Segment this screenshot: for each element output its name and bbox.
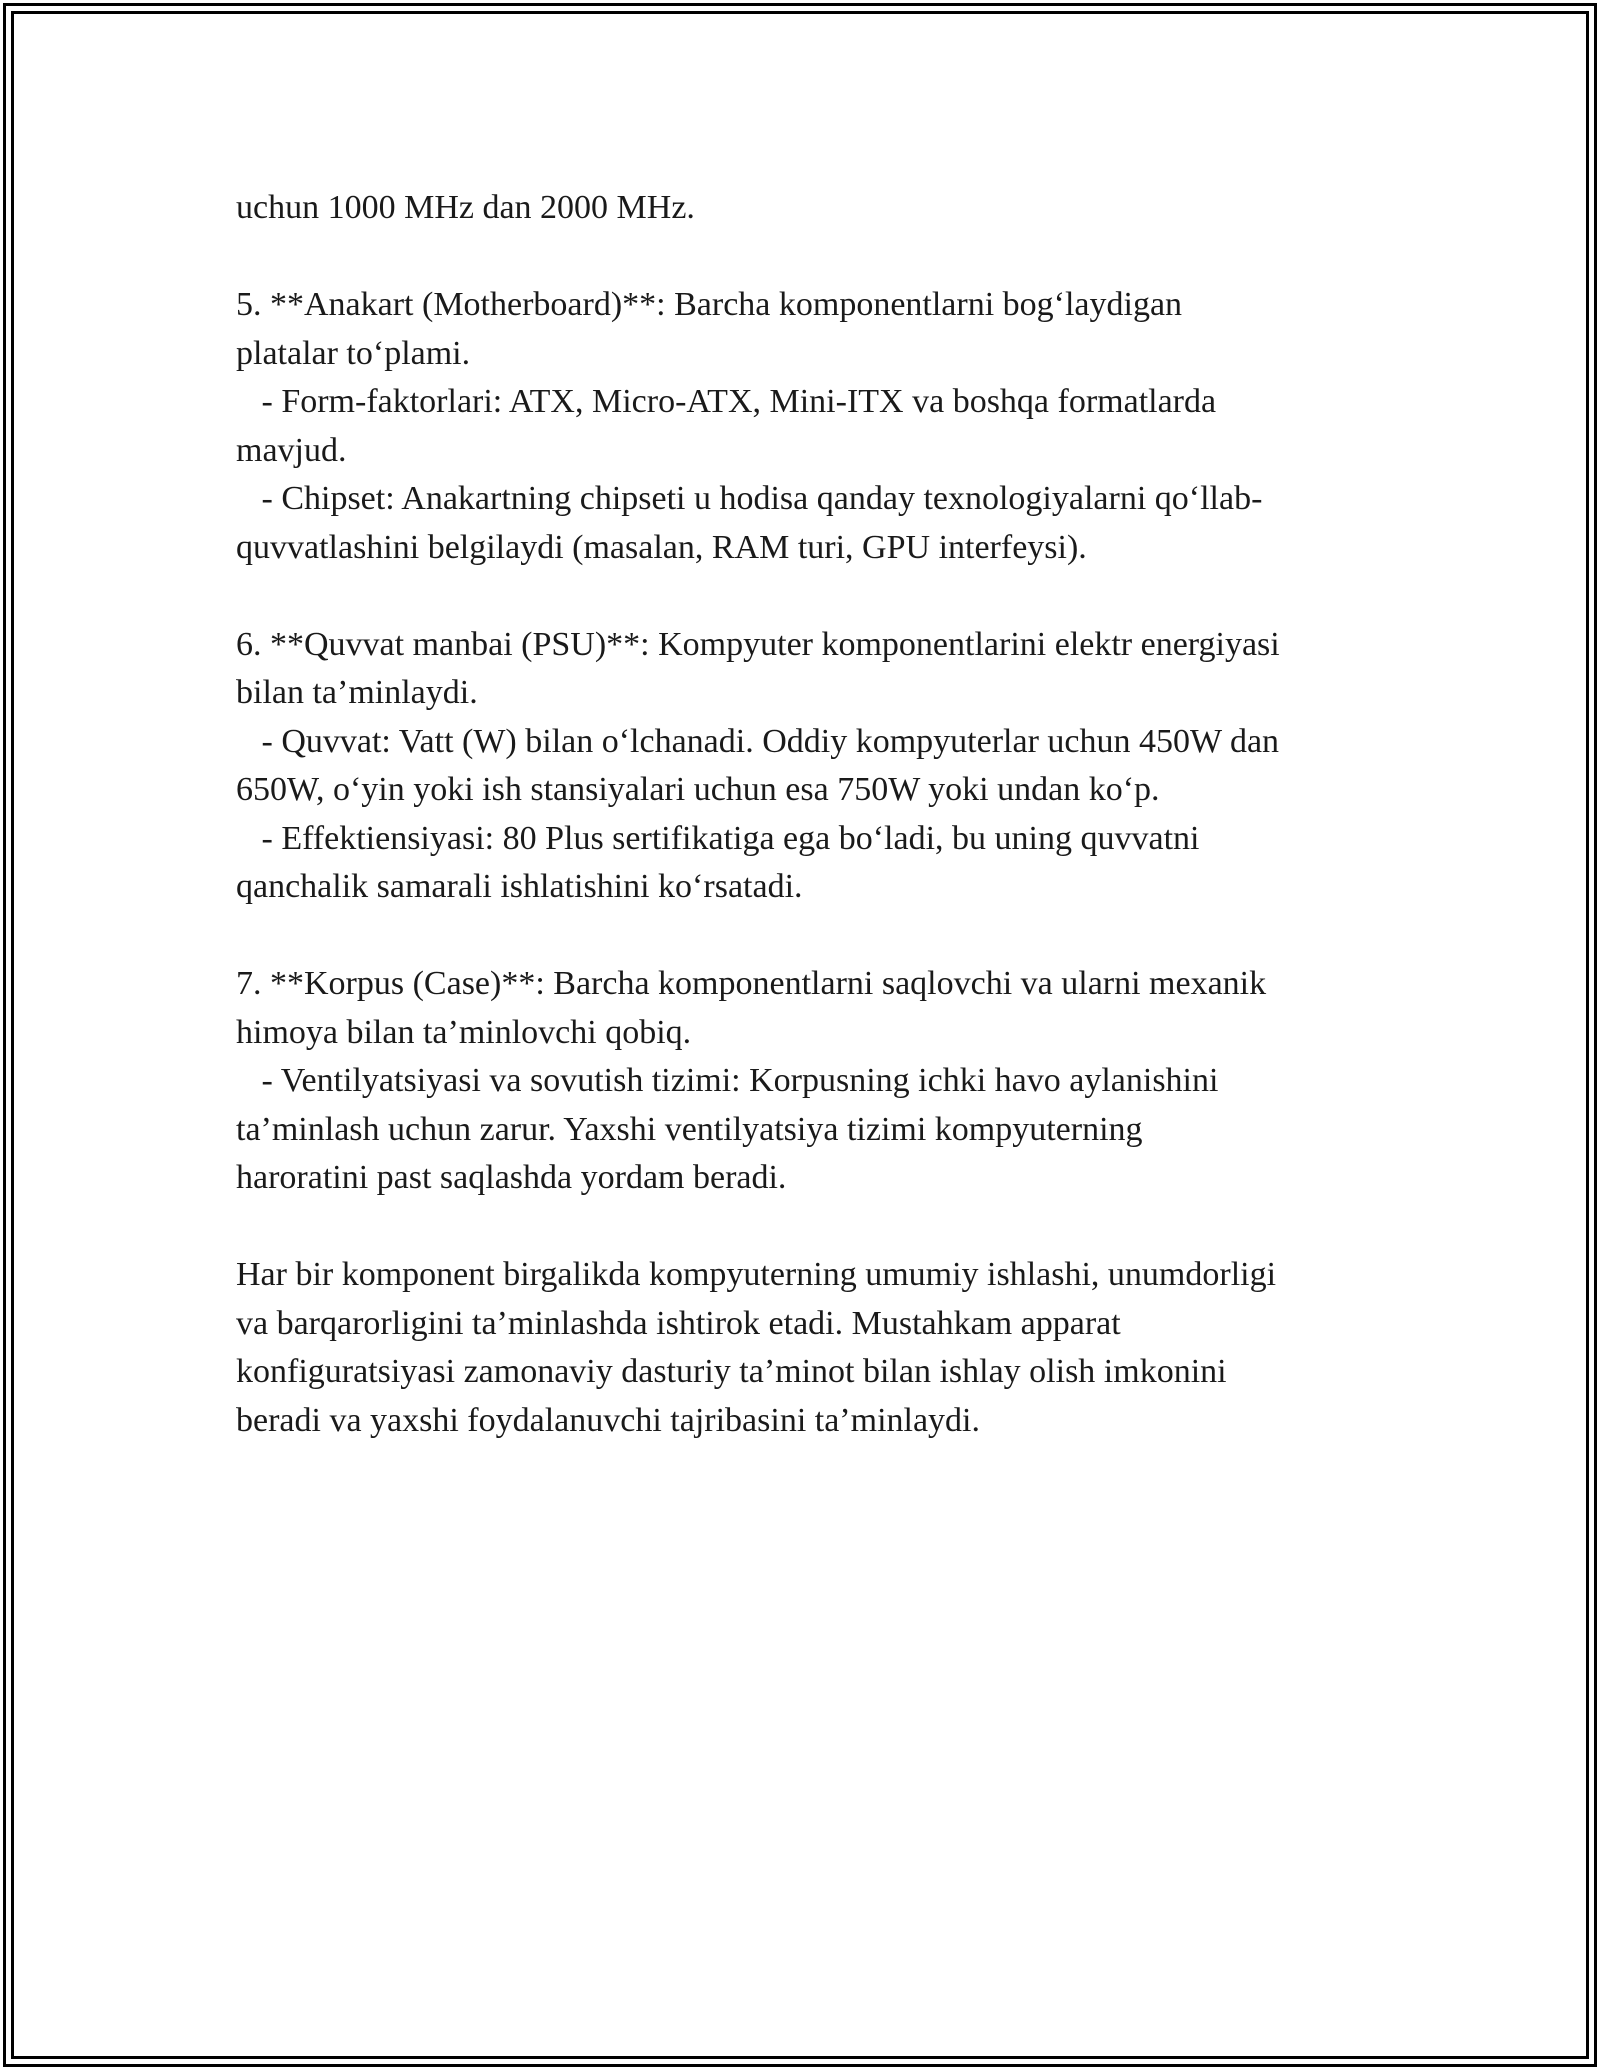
conclusion-paragraph-line: Har bir komponent birgalikda kompyuterning umumiy ishlashi, unumdorligi xyxy=(236,1256,1277,1293)
section-6-heading: 6. **Quvvat manbai (PSU)**: Kompyuter komponentlarini elektr energiyasi xyxy=(236,625,1280,663)
document-body xyxy=(236,184,1406,1445)
text-line: ta’minlash uchun zarur. Yaxshi ventilyatsiya tizimi kompyuterning xyxy=(236,1110,1143,1148)
text-line: quvvatlashini belgilaydi (masalan, RAM turi, GPU interfeysi). xyxy=(236,528,1087,566)
text-line: 650W, o‘yin yoki ish stansiyalari uchun esa 750W yoki undan ko‘p. xyxy=(236,771,1160,808)
list-item-form-factor: - Form-faktorlari: ATX, Micro-ATX, Mini-ITX va boshqa formatlarda xyxy=(236,383,1217,420)
text-line: qanchalik samarali ishlatishini ko‘rsatadi. xyxy=(236,868,803,905)
list-item-chipset: - Chipset: Anakartning chipseti u hodisa qanday texnologiyalarni qo‘llab- xyxy=(236,480,1263,517)
text-line: platalar to‘plami. xyxy=(236,334,471,372)
section-7-heading: 7. **Korpus (Case)**: Barcha komponentlarni saqlovchi va ularni mexanik xyxy=(236,965,1267,1002)
section-5-heading: 5. **Anakart (Motherboard)**: Barcha komponentlarni bog‘laydigan xyxy=(236,286,1183,323)
conclusion-paragraph-line: beradi va yaxshi foydalanuvchi tajribasini ta’minlaydi. xyxy=(236,1401,980,1439)
text-line: mavjud. xyxy=(236,431,347,469)
text-line: bilan ta’minlaydi. xyxy=(236,674,478,711)
blank-line xyxy=(236,572,1406,621)
blank-line xyxy=(236,1203,1406,1252)
conclusion-paragraph-line: va barqarorligini ta’minlashda ishtirok etadi. Mustahkam apparat xyxy=(236,1304,1121,1342)
list-item-efficiency: - Effektiensiyasi: 80 Plus sertifikatiga ega bo‘ladi, bu uning quvvatni xyxy=(236,819,1200,857)
list-item-ventilation: - Ventilyatsiyasi va sovutish tizimi: Korpusning ichki havo aylanishini xyxy=(236,1062,1219,1099)
text-line: haroratini past saqlashda yordam beradi. xyxy=(236,1159,787,1196)
list-item-power: - Quvvat: Vatt (W) bilan o‘lchanadi. Oddiy kompyuterlar uchun 450W dan xyxy=(236,722,1280,760)
conclusion-paragraph-line: konfiguratsiyasi zamonaviy dasturiy ta’minot bilan ishlay olish imkonini xyxy=(236,1353,1227,1390)
blank-line xyxy=(236,233,1406,282)
blank-line xyxy=(236,912,1406,961)
text-line: uchun 1000 MHz dan 2000 MHz. xyxy=(236,189,695,226)
text-line: himoya bilan ta’minlovchi qobiq. xyxy=(236,1013,692,1051)
